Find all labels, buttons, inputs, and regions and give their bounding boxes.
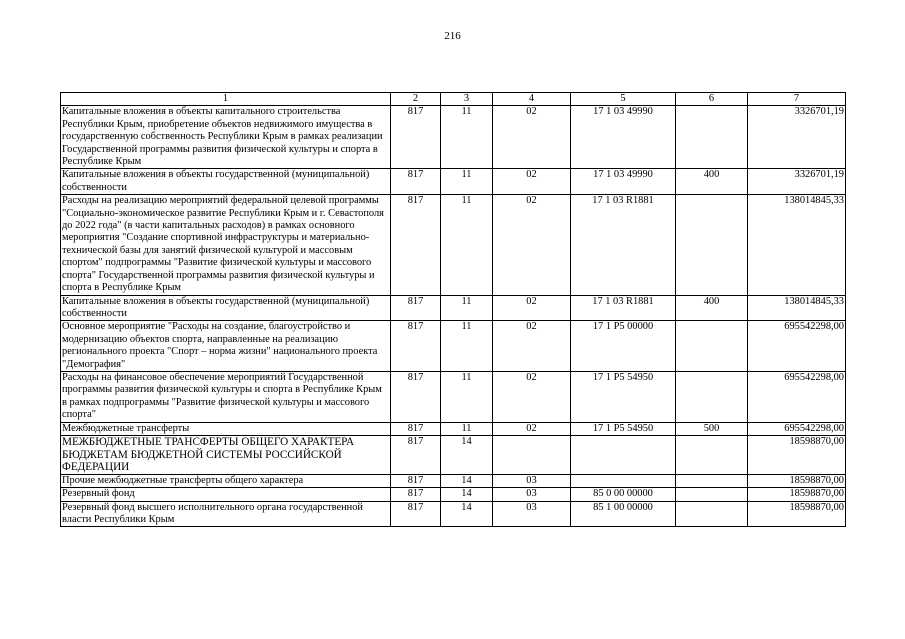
row-rz: 11 <box>441 195 493 295</box>
row-ved: 817 <box>391 195 441 295</box>
row-rz: 11 <box>441 371 493 422</box>
row-rz: 14 <box>441 488 493 501</box>
row-amount: 695542298,00 <box>748 321 846 372</box>
row-csr: 17 1 P5 00000 <box>571 321 676 372</box>
row-pr: 02 <box>493 169 571 195</box>
row-ved: 817 <box>391 321 441 372</box>
row-ved: 817 <box>391 422 441 435</box>
row-pr: 02 <box>493 195 571 295</box>
table-row <box>61 488 846 501</box>
table-row <box>61 295 846 321</box>
budget-table <box>60 92 846 527</box>
header-cell: 7 <box>748 93 846 106</box>
row-ved: 817 <box>391 501 441 527</box>
table-row <box>61 106 846 169</box>
row-name: Резервный фонд высшего исполнительного органа государственной власти Республики Крым <box>61 501 391 527</box>
row-csr: 17 1 03 R1881 <box>571 195 676 295</box>
row-name: МЕЖБЮДЖЕТНЫЕ ТРАНСФЕРТЫ ОБЩЕГО ХАРАКТЕРА БЮДЖЕТАМ БЮДЖЕТНОЙ СИСТЕМЫ РОССИЙСКОЙ ФЕДЕРАЦИИ <box>61 435 391 474</box>
row-name: Прочие межбюджетные трансферты общего характера <box>61 474 391 487</box>
table-row <box>61 435 846 474</box>
row-vr <box>676 195 748 295</box>
row-csr: 17 1 P5 54950 <box>571 422 676 435</box>
row-name: Основное мероприятие "Расходы на создание, благоустройство и модернизацию объектов спорта, направленные на реализацию регионального проекта "Спорт – норма жизни" национального проекта "Демография" <box>61 321 391 372</box>
table-row <box>61 195 846 295</box>
row-csr: 17 1 03 49990 <box>571 106 676 169</box>
header-cell: 2 <box>391 93 441 106</box>
row-rz: 11 <box>441 106 493 169</box>
row-pr: 02 <box>493 295 571 321</box>
row-vr <box>676 106 748 169</box>
row-vr <box>676 488 748 501</box>
row-rz: 14 <box>441 474 493 487</box>
row-amount: 18598870,00 <box>748 474 846 487</box>
row-ved: 817 <box>391 371 441 422</box>
table-row <box>61 474 846 487</box>
row-csr <box>571 435 676 474</box>
row-ved: 817 <box>391 169 441 195</box>
header-cell: 4 <box>493 93 571 106</box>
row-amount: 18598870,00 <box>748 501 846 527</box>
row-amount: 138014845,33 <box>748 195 846 295</box>
row-ved: 817 <box>391 435 441 474</box>
row-amount: 695542298,00 <box>748 422 846 435</box>
table-row <box>61 422 846 435</box>
row-name: Капитальные вложения в объекты государственной (муниципальной) собственности <box>61 169 391 195</box>
row-name: Капитальные вложения в объекты капитального строительства Республики Крым, приобретение объектов недвижимого имущества в государственную собственность Республики Крым в рамках реализации Государственной программы развития физической культуры и спорта в Республике Крым <box>61 106 391 169</box>
row-pr: 03 <box>493 488 571 501</box>
header-cell: 3 <box>441 93 493 106</box>
row-pr <box>493 435 571 474</box>
row-ved: 817 <box>391 295 441 321</box>
row-vr: 500 <box>676 422 748 435</box>
row-amount: 138014845,33 <box>748 295 846 321</box>
row-csr <box>571 474 676 487</box>
row-amount: 18598870,00 <box>748 435 846 474</box>
row-vr: 400 <box>676 169 748 195</box>
table-row <box>61 321 846 372</box>
row-rz: 11 <box>441 169 493 195</box>
row-name: Расходы на финансовое обеспечение мероприятий Государственной программы развития физической культуры и спорта в Республике Крым в рамках подпрограммы "Развитие физической культуры и массового спорта" <box>61 371 391 422</box>
row-vr <box>676 501 748 527</box>
header-row <box>61 93 846 106</box>
row-vr <box>676 474 748 487</box>
row-amount: 18598870,00 <box>748 488 846 501</box>
row-csr: 17 1 03 49990 <box>571 169 676 195</box>
row-vr <box>676 435 748 474</box>
row-csr: 85 1 00 00000 <box>571 501 676 527</box>
row-ved: 817 <box>391 106 441 169</box>
row-pr: 02 <box>493 422 571 435</box>
row-amount: 695542298,00 <box>748 371 846 422</box>
header-cell: 6 <box>676 93 748 106</box>
row-csr: 17 1 P5 54950 <box>571 371 676 422</box>
row-name: Капитальные вложения в объекты государственной (муниципальной) собственности <box>61 295 391 321</box>
row-csr: 17 1 03 R1881 <box>571 295 676 321</box>
row-pr: 03 <box>493 501 571 527</box>
row-rz: 11 <box>441 422 493 435</box>
page-number: 216 <box>444 30 461 42</box>
table-row <box>61 371 846 422</box>
header-cell: 5 <box>571 93 676 106</box>
row-ved: 817 <box>391 488 441 501</box>
row-rz: 14 <box>441 501 493 527</box>
row-rz: 11 <box>441 295 493 321</box>
table-row <box>61 169 846 195</box>
row-amount: 3326701,19 <box>748 106 846 169</box>
row-pr: 02 <box>493 371 571 422</box>
row-vr <box>676 371 748 422</box>
row-name: Резервный фонд <box>61 488 391 501</box>
row-pr: 03 <box>493 474 571 487</box>
row-pr: 02 <box>493 321 571 372</box>
row-amount: 3326701,19 <box>748 169 846 195</box>
row-name: Межбюджетные трансферты <box>61 422 391 435</box>
row-ved: 817 <box>391 474 441 487</box>
table-row <box>61 501 846 527</box>
header-cell: 1 <box>61 93 391 106</box>
row-vr: 400 <box>676 295 748 321</box>
row-vr <box>676 321 748 372</box>
row-csr: 85 0 00 00000 <box>571 488 676 501</box>
row-rz: 11 <box>441 321 493 372</box>
row-pr: 02 <box>493 106 571 169</box>
row-rz: 14 <box>441 435 493 474</box>
row-name: Расходы на реализацию мероприятий федеральной целевой программы "Социально-экономическое развитие Республики Крым и г. Севастополя до 2022 года" (в части капитальных расходов) в рамках основного мероприятия "Создание спортивной инфраструктуры и материально-технической базы для занятий физической культурой и массовым спортом" подпрограммы "Развитие физической культуры и массового спорта" Государственной программы развития физической культуры и спорта в Республике Крым <box>61 195 391 295</box>
